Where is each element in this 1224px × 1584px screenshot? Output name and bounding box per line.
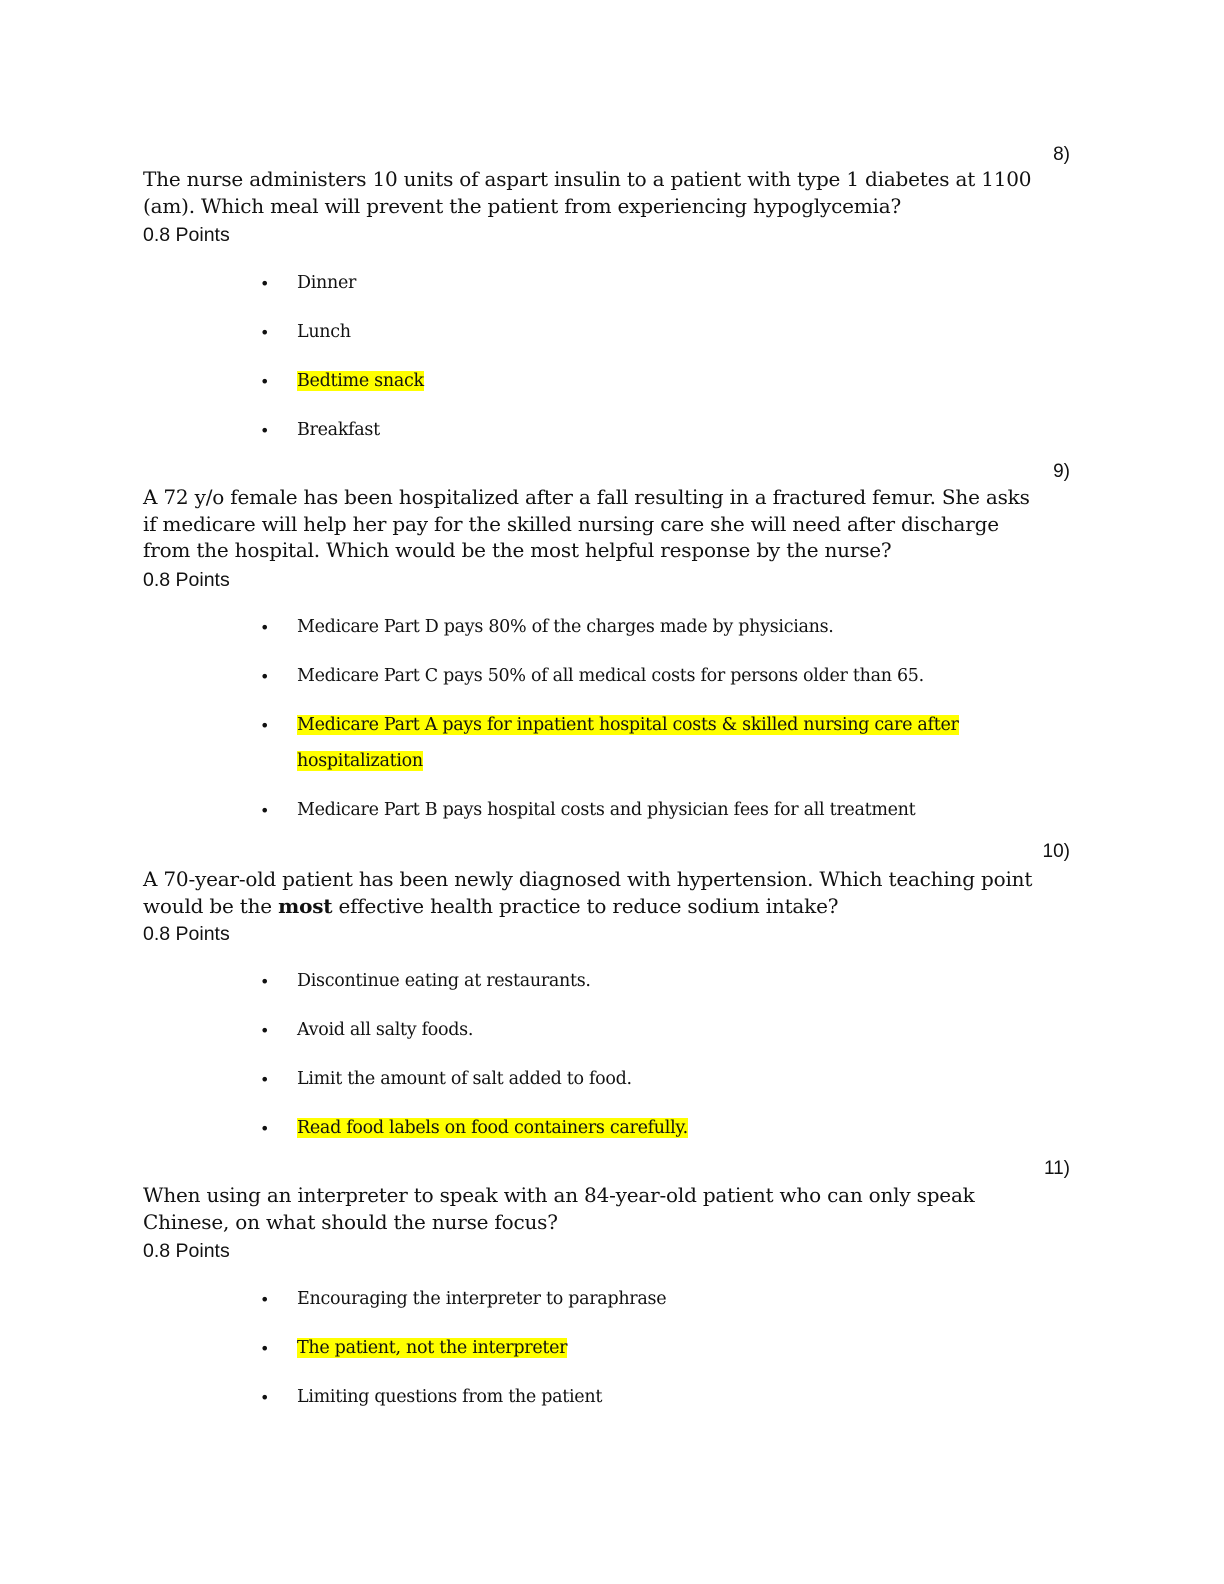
answer-option[interactable] — [258, 1013, 1018, 1049]
answer-option[interactable] — [258, 315, 1018, 351]
answer-option-text: Limit the amount of salt added to food. — [297, 1069, 632, 1089]
question-text-part: effective health practice to reduce sodium intake? — [332, 893, 839, 918]
question-number: 8) — [1053, 144, 1070, 165]
answer-option-highlighted[interactable] — [258, 364, 1018, 400]
answer-options — [258, 610, 1018, 842]
question-points: 0.8 Points — [143, 569, 230, 591]
answer-option[interactable] — [258, 1282, 1018, 1318]
bullet-icon: • — [260, 323, 270, 342]
answer-option-highlighted[interactable] — [258, 1331, 1018, 1367]
bullet-icon: • — [260, 667, 270, 686]
answer-option-text: Dinner — [297, 273, 357, 293]
answer-option-highlighted[interactable] — [258, 708, 1018, 779]
answer-option-text: Medicare Part D pays 80% of the charges made by physicians. — [297, 617, 834, 637]
bullet-icon: • — [260, 421, 270, 440]
bullet-icon: • — [260, 1070, 270, 1089]
bullet-icon: • — [260, 618, 270, 637]
answer-option[interactable] — [258, 793, 1018, 829]
bullet-icon: • — [260, 1290, 270, 1309]
answer-option-text: Medicare Part A pays for inpatient hospital costs & skilled nursing care after hospitalization — [297, 715, 959, 771]
question-points: 0.8 Points — [143, 923, 230, 945]
question-number: 10) — [1042, 841, 1070, 862]
bullet-icon: • — [260, 1339, 270, 1358]
answer-option-text: The patient, not the interpreter — [297, 1338, 568, 1358]
question-number: 11) — [1043, 1158, 1070, 1179]
bullet-icon: • — [260, 800, 270, 820]
answer-option-text: Lunch — [297, 322, 351, 342]
answer-option[interactable] — [258, 659, 1018, 695]
bullet-icon: • — [260, 274, 270, 293]
answer-options — [258, 266, 1018, 462]
answer-option-text: Discontinue eating at restaurants. — [297, 971, 591, 991]
question-text: The nurse administers 10 units of aspart insulin to a patient with type 1 diabetes at 1100 (am). Which meal will prevent the patient from experiencing hypoglycemia? — [143, 167, 1032, 218]
answer-option-text: Avoid all salty foods. — [297, 1020, 474, 1040]
answer-option[interactable] — [258, 266, 1018, 302]
answer-option[interactable] — [258, 610, 1018, 646]
bullet-icon: • — [260, 716, 270, 735]
bullet-icon: • — [260, 372, 270, 391]
answer-option-text: Medicare Part B pays hospital costs and physician fees for all treatment — [297, 799, 916, 820]
answer-option-highlighted[interactable] — [258, 1111, 1018, 1147]
answer-option-text: Breakfast — [297, 420, 380, 440]
answer-option[interactable] — [258, 413, 1018, 449]
question-points: 0.8 Points — [143, 224, 230, 246]
answer-option[interactable] — [258, 1380, 1018, 1416]
bullet-icon: • — [260, 1021, 270, 1040]
answer-option-text: Encouraging the interpreter to paraphrase — [297, 1289, 667, 1309]
answer-option[interactable] — [258, 964, 1018, 1000]
answer-option-text: Medicare Part C pays 50% of all medical costs for persons older than 65. — [297, 666, 924, 686]
question-text: When using an interpreter to speak with an 84-year-old patient who can only speak Chinese, on what should the nurse focus? — [143, 1183, 975, 1234]
answer-option-text: Limiting questions from the patient — [297, 1387, 603, 1407]
answer-option-text: Bedtime snack — [297, 371, 424, 391]
answer-options — [258, 1282, 1018, 1429]
question-points: 0.8 Points — [143, 1240, 230, 1262]
question-emphasis: most — [278, 893, 333, 918]
bullet-icon: • — [260, 972, 270, 991]
bullet-icon: • — [260, 1388, 270, 1407]
answer-option[interactable] — [258, 1062, 1018, 1098]
question-text — [143, 866, 1048, 919]
question-text-part: A 70-year-old patient has been newly diagnosed with hypertension. Which teaching point would be the — [143, 867, 1033, 918]
question-text: A 72 y/o female has been hospitalized after a fall resulting in a fractured femur. She asks if medicare will help her pay for the skilled nursing care she will need after discharge from the hospital. Which would be the most helpful response by the nurse? — [143, 485, 1030, 562]
answer-option-text: Read food labels on food containers carefully. — [297, 1118, 688, 1138]
answer-options — [258, 964, 1018, 1160]
bullet-icon: • — [260, 1119, 270, 1138]
question-number: 9) — [1053, 461, 1070, 482]
